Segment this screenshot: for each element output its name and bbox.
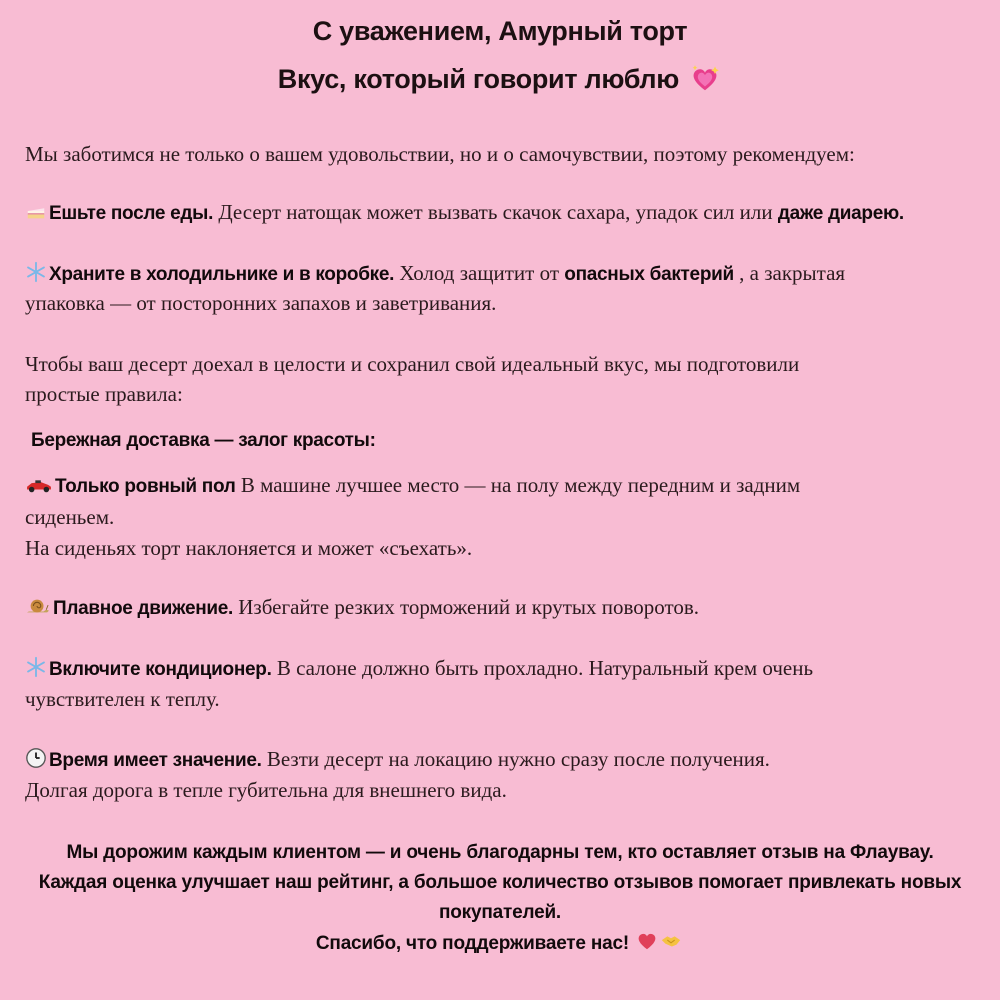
footer-thanks: Спасибо, что поддерживаете нас! <box>315 933 629 954</box>
rule-ac-bold: Включите кондиционер. <box>49 659 272 680</box>
tip-store-line-2: упаковка — от посторонних запахов и заветривания. <box>25 291 497 315</box>
tip-eat <box>25 197 904 229</box>
cake-icon <box>25 200 47 222</box>
tip-store <box>25 258 845 290</box>
tip-store-text: Холод защитит от <box>394 261 565 285</box>
footer-line-1: Мы дорожим каждым клиентом — и очень благодарны тем, кто оставляет отзыв на Флаувау. <box>66 842 934 863</box>
snowflake-icon <box>25 261 47 283</box>
rule-smooth-text: Избегайте резких торможений и крутых поворотов. <box>233 595 700 619</box>
tip-eat-text: Десерт натощак может вызвать скачок сахара, упадок сил или <box>213 200 778 224</box>
rule-floor-bold: Только ровный пол <box>55 476 236 497</box>
race-car-icon <box>25 473 53 495</box>
delivery-heading: Бережная доставка — залог красоты: <box>31 430 376 451</box>
rule-floor-text: В машине лучшее место — на полу между передним и задним <box>235 473 801 497</box>
clock-icon <box>25 747 47 769</box>
rule-ac-text: В салоне должно быть прохладно. Натуральный крем очень <box>271 656 814 680</box>
rule-time-bold: Время имеет значение. <box>49 750 262 771</box>
rules-intro-line-1: Чтобы ваш десерт доехал в целости и сохранил свой идеальный вкус, мы подготовили <box>25 352 800 376</box>
rule-floor <box>25 470 800 502</box>
tip-store-bold: Храните в холодильнике и в коробке. <box>49 264 395 285</box>
rule-smooth-bold: Плавное движение. <box>53 598 234 619</box>
footer-line-4 <box>0 930 1000 955</box>
title-line-2 <box>0 64 1000 95</box>
rule-smooth <box>25 592 699 624</box>
footer-line-2: Каждая оценка улучшает наш рейтинг, а большое количество отзывов помогает привлекать новых <box>38 872 962 893</box>
snowflake-icon <box>25 656 47 678</box>
tip-eat-bold: Ешьте после еды. <box>49 203 214 224</box>
title-line-1: С уважением, Амурный торт <box>312 16 688 46</box>
rule-ac <box>25 653 813 685</box>
tip-store-bold2: опасных бактерий <box>564 264 734 285</box>
heart-icon <box>636 930 658 952</box>
tip-store-text2: , а закрытая <box>733 261 846 285</box>
rule-time <box>25 744 770 776</box>
intro-text: Мы заботимся не только о вашем удовольствии, но и о самочувствии, поэтому рекомендуем: <box>25 142 855 166</box>
footer-line-3: покупателей. <box>438 902 562 923</box>
rule-time-text: Везти десерт на локацию нужно сразу после получения. <box>261 747 770 771</box>
rule-floor-line-2: сиденьем. <box>25 505 115 529</box>
rules-intro-line-2: простые правила: <box>25 382 183 406</box>
title-line-2-text: Вкус, который говорит люблю <box>277 64 680 94</box>
rule-time-line-2: Долгая дорога в тепле губительна для внешнего вида. <box>25 778 507 802</box>
rule-ac-line-2: чувствителен к теплу. <box>25 687 220 711</box>
tip-eat-bold2: даже диарею. <box>777 203 904 224</box>
rule-floor-line-3: На сиденьях торт наклоняется и может «съехать». <box>25 536 473 560</box>
handshake-icon <box>660 930 682 952</box>
sparkling-heart-icon <box>690 64 720 94</box>
snail-icon <box>25 595 51 617</box>
